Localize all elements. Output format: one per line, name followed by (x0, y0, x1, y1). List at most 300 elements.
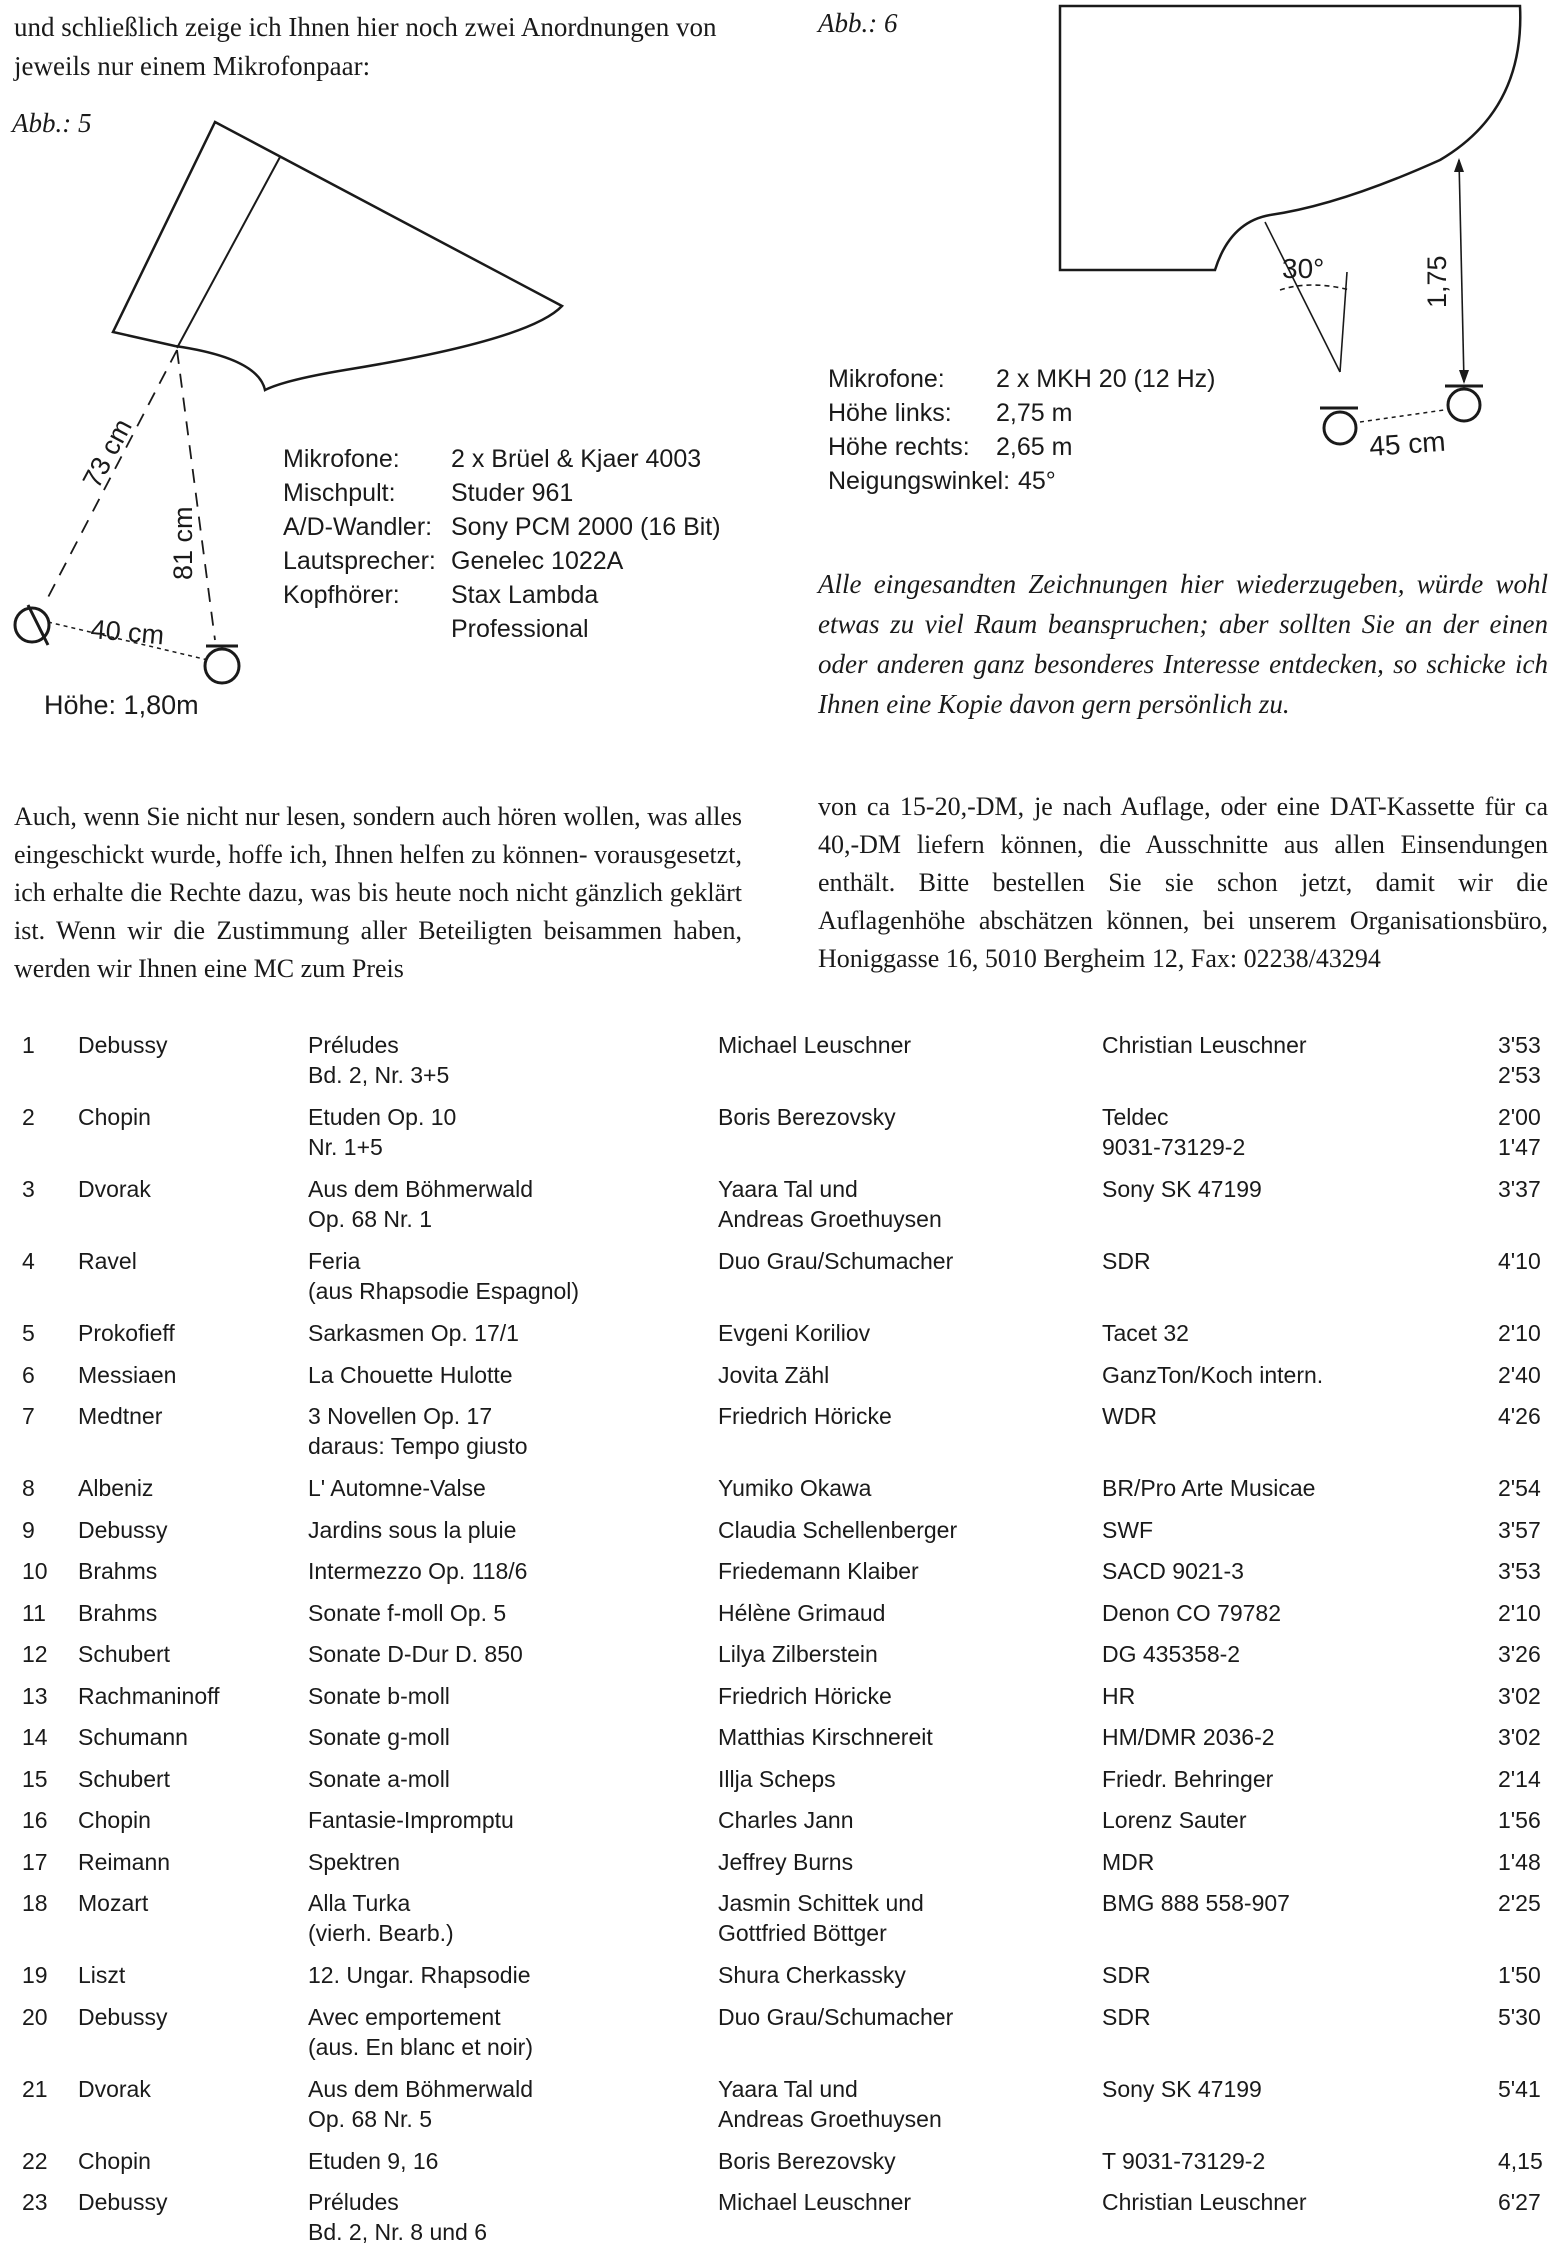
track-number-line: 13 (22, 1682, 48, 1709)
track-duration (1498, 1960, 1541, 1990)
track-number-line: 20 (22, 2003, 48, 2030)
track-composer-line: Dvorak (78, 1176, 151, 1202)
track-number-line: 18 (22, 1890, 48, 1916)
track-performer (718, 1847, 853, 1877)
track-performer (718, 1960, 906, 1990)
fig6-angle: 30° (1282, 253, 1325, 284)
track-composer (78, 1102, 151, 1132)
track-label (1102, 2187, 1307, 2217)
paragraph-right: von ca 15-20,-DM, je nach Auflage, oder eine DAT-Kassette für ca 40,-DM liefern können, die Ausschnitte aus allen Einsendungen enthält. Bitte bestellen Sie sie schon jetzt, damit wir die Auflagenhöhe abschätzen können, bei unserem Organisationsbüro, Honiggasse 16, 5010 Bergheim 12, Fax: 02238/43294 (818, 792, 1548, 973)
track-composer-line: Chopin (78, 1807, 151, 1833)
track-performer (718, 1401, 892, 1431)
track-duration (1498, 2146, 1543, 2176)
fig5-dist-a: 73 cm (76, 413, 138, 493)
track-work-line: Préludes (308, 1032, 399, 1058)
fig6-spec-row: Höhe rechts: 2,65 m (828, 433, 1073, 461)
track-duration-line: 2'00 (1498, 1104, 1541, 1130)
track-performer (718, 1805, 854, 1835)
fig5-spec-row: Mikrofone: 2 x Brüel & Kjaer 4003 (283, 445, 702, 473)
track-number (22, 1847, 48, 1877)
track-label-line: SACD 9021-3 (1102, 1558, 1244, 1584)
track-work (308, 2187, 487, 2247)
track-composer-line: Brahms (78, 1599, 158, 1626)
fig6-piano-outline (1060, 6, 1520, 270)
track-composer (78, 1556, 157, 1586)
track-label (1102, 1639, 1240, 1669)
track-work-line: Aus dem Böhmerwald (308, 2075, 533, 2102)
track-work (308, 1888, 454, 1948)
track-label-line: SDR (1102, 2003, 1151, 2030)
track-composer (78, 1401, 162, 1431)
track-label-line: T 9031-73129-2 (1102, 2147, 1266, 2174)
track-performer (718, 1473, 871, 1503)
track-work (308, 1556, 527, 1586)
fig5-mic-right-icon (205, 646, 239, 683)
track-composer (78, 1639, 170, 1669)
track-work-line: Sarkasmen Op. 17/1 (308, 1320, 519, 1346)
track-duration-line: 4'26 (1498, 1403, 1541, 1429)
fig5-dist-c: 40 cm (89, 614, 166, 651)
track-work (308, 1246, 579, 1306)
fig5-spec-row: Mischpult: Studer 961 (283, 479, 574, 507)
track-duration (1498, 1556, 1541, 1586)
track-number (22, 2187, 48, 2217)
track-duration-line: 2'14 (1498, 1765, 1541, 1792)
track-duration-line: 4,15 (1498, 2147, 1543, 2174)
track-duration-line: 3'02 (1498, 1724, 1541, 1750)
track-composer-line: Mozart (78, 1890, 149, 1916)
track-performer (718, 1174, 942, 1234)
track-duration-line: 1'48 (1498, 1848, 1541, 1875)
track-composer (78, 1360, 176, 1390)
track-duration (1498, 1598, 1541, 1628)
track-label (1102, 1960, 1151, 1990)
track-duration-line: 4'10 (1498, 1248, 1541, 1274)
track-label-line: Tacet 32 (1102, 1320, 1189, 1346)
track-performer-line: Illja Scheps (718, 1765, 836, 1792)
track-number-line: 21 (22, 2075, 48, 2102)
track-number (22, 1764, 48, 1794)
track-number (22, 2074, 48, 2104)
track-duration-line: 1'50 (1498, 1962, 1541, 1988)
track-duration (1498, 1888, 1541, 1918)
track-label-line: Christian Leuschner (1102, 1032, 1307, 1058)
track-number (22, 1805, 48, 1835)
track-label-line: SDR (1102, 1248, 1151, 1274)
track-performer (718, 1318, 870, 1348)
track-label-line: DG 435358-2 (1102, 1641, 1241, 1667)
track-duration (1498, 2002, 1541, 2032)
track-work-line-2: Op. 68 Nr. 1 (308, 1206, 433, 1232)
track-number-line: 15 (22, 1765, 48, 1792)
track-work-line: Intermezzo Op. 118/6 (308, 1558, 528, 1584)
track-work (308, 1360, 513, 1390)
track-work (308, 2074, 533, 2134)
track-composer-line: Chopin (78, 2147, 151, 2174)
track-number (22, 1360, 35, 1390)
track-number-line: 2 (22, 1104, 35, 1130)
track-number (22, 1246, 35, 1276)
track-composer-line: Debussy (78, 1032, 168, 1058)
track-work-line-2: daraus: Tempo giusto (308, 1433, 528, 1459)
track-label (1102, 1174, 1262, 1204)
fig6-dist-line (1360, 410, 1444, 422)
fig6-spec-row: Höhe links: 2,75 m (828, 399, 1073, 427)
track-performer-line: Yumiko Okawa (718, 1475, 872, 1501)
track-work (308, 1473, 486, 1503)
track-performer-line: Matthias Kirschnereit (718, 1724, 933, 1750)
track-composer (78, 1473, 153, 1503)
track-work-line: Préludes (308, 2189, 399, 2215)
track-number-line: 22 (22, 2147, 48, 2174)
track-work-line: Sonate D-Dur D. 850 (308, 1641, 523, 1667)
track-performer (718, 2074, 942, 2134)
track-performer (718, 2002, 953, 2032)
track-number (22, 1030, 35, 1060)
track-label-line: Denon CO 79782 (1102, 1599, 1282, 1626)
track-label-line: Sony SK 47199 (1102, 1176, 1262, 1202)
track-number-line: 17 (22, 1848, 48, 1875)
fig6-dist: 45 cm (1368, 425, 1447, 462)
track-label (1102, 2074, 1262, 2104)
fig6-angle-line-a (1265, 222, 1340, 372)
fig6-angle-arc (1280, 285, 1350, 290)
track-performer-line: Boris Berezovsky (718, 1104, 896, 1130)
track-performer (718, 1102, 896, 1132)
track-number (22, 1639, 48, 1669)
track-number (22, 1401, 35, 1431)
fig6-height-line (1459, 160, 1464, 382)
track-composer (78, 1030, 167, 1060)
track-duration (1498, 1515, 1541, 1545)
track-duration-line: 5'30 (1498, 2003, 1541, 2030)
track-composer-line: Medtner (78, 1403, 163, 1429)
track-duration (1498, 1102, 1541, 1162)
track-composer (78, 1764, 170, 1794)
track-label (1102, 2002, 1151, 2032)
track-duration-line: 2'40 (1498, 1361, 1541, 1388)
track-number-line: 19 (22, 1962, 48, 1988)
track-composer (78, 1888, 148, 1918)
track-number-line: 7 (22, 1403, 35, 1429)
track-composer (78, 1960, 125, 1990)
track-composer-line: Chopin (78, 1104, 151, 1130)
track-composer (78, 2002, 167, 2032)
track-work-line: Fantasie-Impromptu (308, 1807, 514, 1833)
track-label (1102, 1515, 1153, 1545)
track-performer-line: Friedemann Klaiber (718, 1558, 919, 1584)
track-label (1102, 1401, 1157, 1431)
track-label (1102, 1764, 1273, 1794)
track-label-line: SDR (1102, 1962, 1151, 1988)
track-duration (1498, 1246, 1541, 1276)
track-label-line: Lorenz Sauter (1102, 1807, 1247, 1833)
track-performer-line: Duo Grau/Schumacher (718, 2003, 954, 2030)
track-work (308, 1515, 516, 1545)
track-performer-line: Friedrich Höricke (718, 1403, 892, 1429)
track-performer (718, 1722, 933, 1752)
track-work (308, 1722, 450, 1752)
track-work-line: Feria (308, 1248, 361, 1274)
track-composer-line: Reimann (78, 1848, 171, 1875)
track-work (308, 1102, 456, 1162)
track-performer (718, 1246, 953, 1276)
track-work-line-2: (vierh. Bearb.) (308, 1920, 454, 1946)
track-performer-line: Jasmin Schittek und (718, 1890, 924, 1916)
track-number (22, 1174, 35, 1204)
track-duration (1498, 1681, 1541, 1711)
track-label-line: HM/DMR 2036-2 (1102, 1724, 1275, 1750)
track-performer (718, 1888, 924, 1948)
track-number-line: 4 (22, 1248, 35, 1274)
track-performer-line: Michael Leuschner (718, 2189, 912, 2215)
track-number (22, 1102, 35, 1132)
track-performer (718, 1598, 885, 1628)
track-duration (1498, 1805, 1541, 1835)
track-work-line: Spektren (308, 1848, 401, 1875)
track-label-line: MDR (1102, 1848, 1155, 1875)
fig6-label: Abb.: 6 (818, 8, 898, 38)
track-label (1102, 1805, 1246, 1835)
track-work (308, 1639, 523, 1669)
track-label-line: Friedr. Behringer (1102, 1765, 1274, 1792)
track-duration-line: 5'41 (1498, 2075, 1541, 2102)
track-label-line: Christian Leuschner (1102, 2189, 1307, 2215)
track-duration-line-2: 1'47 (1498, 1134, 1541, 1160)
track-number (22, 1473, 35, 1503)
track-label (1102, 1360, 1323, 1390)
track-label-line: SWF (1102, 1516, 1154, 1543)
fig6-mic-right-icon (1445, 386, 1483, 421)
track-label-line: WDR (1102, 1403, 1157, 1429)
track-composer (78, 1722, 188, 1752)
track-work-line: Etuden Op. 10 (308, 1104, 457, 1130)
track-performer-line: Yaara Tal und (718, 2075, 858, 2102)
fig5-dist-b: 81 cm (168, 506, 198, 580)
track-performer-line: Yaara Tal und (718, 1176, 858, 1202)
track-work (308, 2146, 438, 2176)
track-composer-line: Prokofieff (78, 1320, 175, 1346)
fig5-spec-row: Kopfhörer: Stax Lambda (283, 581, 599, 609)
track-work-line: Sonate b-moll (308, 1682, 450, 1709)
track-number-line: 1 (22, 1032, 35, 1058)
track-work (308, 1318, 519, 1348)
track-performer-line: Duo Grau/Schumacher (718, 1248, 954, 1274)
track-work (308, 1805, 514, 1835)
track-performer-line: Friedrich Höricke (718, 1682, 892, 1709)
track-number (22, 1318, 35, 1348)
track-work (308, 1960, 531, 1990)
track-performer (718, 2187, 911, 2217)
track-performer (718, 1360, 829, 1390)
track-number-line: 14 (22, 1724, 48, 1750)
fig5-spec-row: A/D-Wandler: Sony PCM 2000 (16 Bit) (283, 513, 721, 541)
track-duration-line: 3'57 (1498, 1516, 1541, 1543)
track-performer-line: Jovita Zähl (718, 1361, 830, 1388)
track-label-line: HR (1102, 1682, 1136, 1709)
track-performer-line: Evgeni Koriliov (718, 1320, 871, 1346)
track-label (1102, 1030, 1307, 1060)
track-work-line-2: (aus Rhapsodie Espagnol) (308, 1278, 580, 1304)
fig5-mic-left-icon (15, 605, 49, 645)
fig5-label: Abb.: 5 (12, 108, 92, 138)
track-work (308, 1681, 450, 1711)
track-duration (1498, 1473, 1541, 1503)
track-composer (78, 2146, 151, 2176)
track-label-line: Teldec (1102, 1104, 1169, 1130)
track-work-line: Jardins sous la pluie (308, 1516, 517, 1543)
quote-text: Alle eingesandten Zeichnungen hier wiederzugeben, würde wohl etwas zu viel Raum beanspruchen; aber sollten Sie an der einen oder anderen ganz besonderes Interesse entdecken, so schicke ich Ihnen eine Kopie davon gern persönlich zu. (818, 569, 1548, 719)
track-duration (1498, 1360, 1541, 1390)
track-number-line: 16 (22, 1807, 48, 1833)
track-work-line-2: (aus. En blanc et noir) (308, 2033, 534, 2060)
track-duration (1498, 2187, 1541, 2217)
track-work-line: Sonate g-moll (308, 1724, 450, 1750)
track-composer (78, 2074, 151, 2104)
track-duration-line: 6'27 (1498, 2189, 1541, 2215)
track-composer-line: Ravel (78, 1248, 137, 1274)
fig6-spec-row: Neigungswinkel: 45° (828, 467, 1056, 495)
track-work-line: Aus dem Böhmerwald (308, 1176, 533, 1202)
track-work (308, 1598, 506, 1628)
track-number (22, 1681, 48, 1711)
fig5-spec-row: Lautsprecher: Genelec 1022A (283, 547, 624, 575)
track-duration (1498, 2074, 1541, 2104)
track-duration-line: 1'56 (1498, 1807, 1541, 1833)
track-label (1102, 1556, 1244, 1586)
track-label (1102, 2146, 1265, 2176)
track-work (308, 1401, 528, 1461)
track-number (22, 1598, 46, 1628)
track-work-line-2: Bd. 2, Nr. 8 und 6 (308, 2219, 488, 2245)
track-performer-line: Charles Jann (718, 1807, 854, 1833)
track-composer (78, 1805, 151, 1835)
track-performer-line-2: Andreas Groethuysen (718, 1206, 942, 1232)
track-number (22, 1556, 48, 1586)
track-label (1102, 1473, 1315, 1503)
track-composer-line: Rachmaninoff (78, 1682, 220, 1709)
track-performer-line-2: Andreas Groethuysen (718, 2105, 942, 2132)
track-work (308, 1030, 449, 1090)
track-work (308, 2002, 533, 2062)
track-composer-line: Brahms (78, 1558, 158, 1584)
track-label-line: GanzTon/Koch intern. (1102, 1361, 1324, 1388)
track-duration (1498, 1639, 1541, 1669)
track-work-line: La Chouette Hulotte (308, 1361, 513, 1388)
track-work-line: Etuden 9, 16 (308, 2147, 439, 2174)
track-performer-line: Michael Leuschner (718, 1032, 912, 1058)
track-composer (78, 1318, 175, 1348)
fig5-piano-divider (177, 157, 280, 348)
fig6-specs (828, 362, 1216, 498)
fig5-spec-row: Professional (451, 615, 589, 643)
track-duration-line: 3'53 (1498, 1032, 1541, 1058)
track-label-line: Sony SK 47199 (1102, 2075, 1262, 2102)
track-performer-line: Shura Cherkassky (718, 1962, 906, 1988)
track-duration (1498, 1847, 1541, 1877)
track-composer-line: Liszt (78, 1962, 126, 1988)
track-duration (1498, 1174, 1541, 1204)
track-work (308, 1174, 533, 1234)
track-number-line: 3 (22, 1176, 35, 1202)
fig6-height: 1,75 (1422, 255, 1452, 308)
track-composer-line: Dvorak (78, 2075, 151, 2102)
track-label (1102, 1722, 1275, 1752)
track-work-line: Alla Turka (308, 1890, 411, 1916)
track-performer (718, 1556, 919, 1586)
track-duration-line: 3'26 (1498, 1641, 1541, 1667)
track-number-line: 5 (22, 1320, 35, 1346)
track-composer (78, 1246, 137, 1276)
track-number-line: 11 (22, 1599, 46, 1626)
track-duration-line: 2'25 (1498, 1890, 1541, 1916)
track-work-line: 12. Ungar. Rhapsodie (308, 1962, 531, 1988)
track-label (1102, 1598, 1281, 1628)
track-label-line: BR/Pro Arte Musicae (1102, 1475, 1316, 1501)
track-composer-line: Debussy (78, 1516, 168, 1543)
intro-text: und schließlich zeige ich Ihnen hier noch zwei Anordnungen von jeweils nur einem Mikrofonpaar: (14, 12, 717, 81)
fig5-line-right (177, 350, 215, 640)
track-number (22, 2002, 48, 2032)
track-performer-line: Boris Berezovsky (718, 2147, 896, 2174)
track-label (1102, 1318, 1189, 1348)
track-work-line: L' Automne-Valse (308, 1475, 486, 1501)
track-number (22, 1515, 35, 1545)
track-performer (718, 1030, 911, 1060)
track-composer-line: Schumann (78, 1724, 188, 1750)
track-number-line: 6 (22, 1361, 35, 1388)
track-work-line-2: Bd. 2, Nr. 3+5 (308, 1062, 450, 1088)
track-duration (1498, 1764, 1541, 1794)
track-composer-line: Debussy (78, 2189, 168, 2215)
track-duration-line: 2'54 (1498, 1475, 1541, 1501)
track-composer (78, 2187, 167, 2217)
track-work-line: 3 Novellen Op. 17 (308, 1403, 493, 1429)
track-work (308, 1847, 400, 1877)
track-duration (1498, 1318, 1541, 1348)
track-duration-line: 3'53 (1498, 1558, 1541, 1584)
track-number (22, 1960, 48, 1990)
track-performer-line: Hélène Grimaud (718, 1599, 886, 1626)
track-composer (78, 1847, 170, 1877)
track-label (1102, 1888, 1290, 1918)
track-number (22, 1722, 48, 1752)
track-composer-line: Schubert (78, 1641, 171, 1667)
paragraph-left: Auch, wenn Sie nicht nur lesen, sondern auch hören wollen, was alles eingeschickt wurde, hoffe ich, Ihnen helfen zu können- vorausgesetzt, ich erhalte die Rechte dazu, was bis heute noch nicht gänzlich geklärt ist. Wenn wir die Zustimmung aller Beteiligten beisammen haben, werden wir Ihnen eine MC zum Preis (14, 802, 742, 983)
track-composer-line: Debussy (78, 2003, 168, 2030)
track-composer-line: Albeniz (78, 1475, 154, 1501)
track-work-line-2: Op. 68 Nr. 5 (308, 2105, 433, 2132)
track-duration-line: 3'02 (1498, 1682, 1541, 1709)
track-composer (78, 1681, 220, 1711)
track-composer-line: Messiaen (78, 1361, 177, 1388)
track-work-line: Avec emportement (308, 2003, 501, 2030)
track-label-line-2: 9031-73129-2 (1102, 1134, 1246, 1160)
track-composer (78, 1174, 151, 1204)
track-duration (1498, 1401, 1541, 1431)
track-performer-line: Jeffrey Burns (718, 1848, 854, 1875)
track-duration-line: 3'37 (1498, 1176, 1541, 1202)
fig6-spec-row: Mikrofone: 2 x MKH 20 (12 Hz) (828, 365, 1216, 393)
track-composer-line: Schubert (78, 1765, 171, 1792)
track-number (22, 2146, 48, 2176)
fig5-specs (283, 442, 721, 646)
track-label (1102, 1102, 1245, 1162)
track-work-line-2: Nr. 1+5 (308, 1134, 383, 1160)
track-work-line: Sonate a-moll (308, 1765, 450, 1792)
track-performer-line: Claudia Schellenberger (718, 1516, 958, 1543)
track-work (308, 1764, 450, 1794)
